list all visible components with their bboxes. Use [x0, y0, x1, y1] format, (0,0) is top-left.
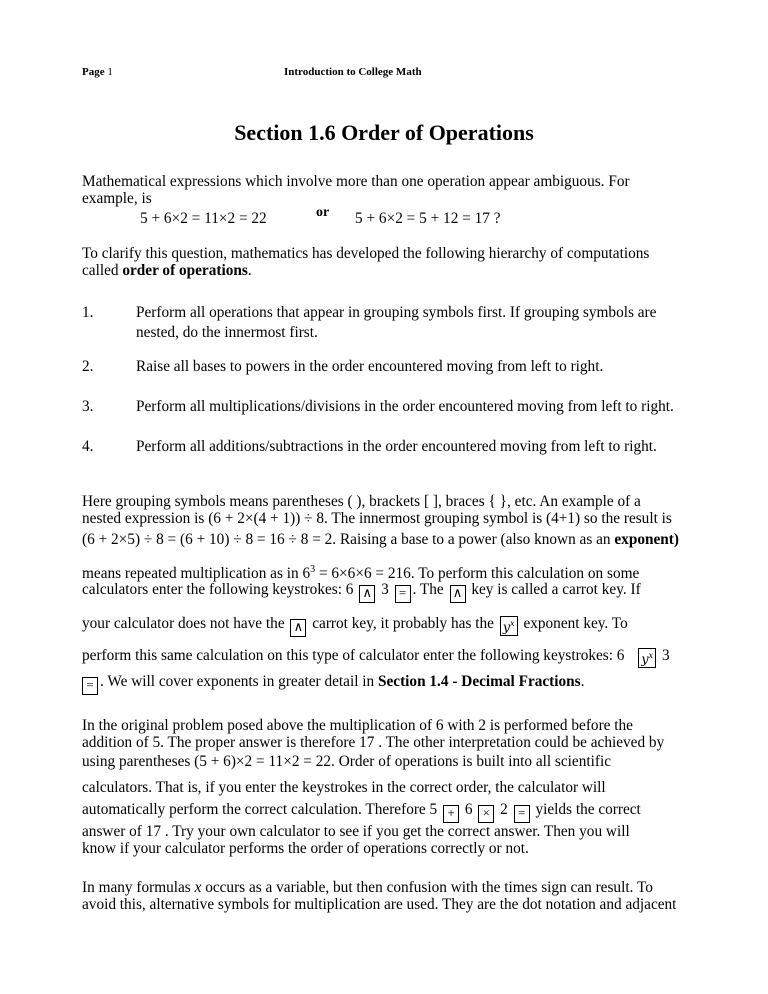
clarify-line-1: To clarify this question, mathematics has developed the following hierarchy of computations	[82, 245, 650, 262]
power-base: 6	[302, 565, 311, 583]
step-1-number: 1.	[82, 304, 94, 321]
times-key-icon: ×	[478, 805, 494, 823]
para1-line-8	[82, 672, 584, 695]
para1-line-5	[82, 580, 641, 603]
para1-line-2	[82, 509, 672, 529]
para2-l5-six: 6	[461, 801, 477, 818]
para2-line-5	[82, 800, 641, 823]
para2-l3a: using parentheses	[82, 753, 195, 770]
course-title: Introduction to College Math	[284, 66, 422, 78]
para1-l8b: .	[580, 673, 585, 690]
clarify-line-2	[82, 261, 252, 281]
para1-line-6	[82, 614, 628, 637]
para2-l5a: automatically perform the correct calculation. Therefore 5	[82, 801, 442, 818]
para2-line-6: answer of 17 . Try your own calculator to see if you get the correct answer. Then you will	[82, 823, 630, 840]
parentheses-expression: (5 + 6)×2 = 11×2 = 22	[194, 753, 332, 770]
variable-x: x	[194, 879, 202, 896]
para2-line-2: addition of 5. The proper answer is therefore 17 . The other interpretation could be achieved by	[82, 734, 665, 751]
section-title: Section 1.6 Order of Operations	[234, 120, 534, 145]
para1-l3b: . Raising a base to a power (also known as an	[332, 531, 615, 548]
para1-line-1: Here grouping symbols means parentheses ( ), brackets [ ], braces { }, etc. An example of a	[82, 493, 641, 510]
order-of-operations-term: order of operations	[122, 262, 248, 279]
para1-l2b: . The innermost grouping symbol is (4+1) so the result is	[324, 510, 672, 527]
power-exponent: 3	[310, 564, 316, 575]
equals-key-icon-2: =	[82, 677, 98, 695]
intro-line-1: Mathematical expressions which involve more than one operation appear ambiguous. For	[82, 173, 630, 190]
exponent-key-icon-2	[638, 648, 656, 668]
para1-l8a: . We will cover exponents in greater detail in	[100, 673, 378, 690]
para1-l4b: . To perform this calculation on some	[410, 565, 640, 583]
yx-exp-2: x	[648, 650, 654, 660]
para2-line-7: know if your calculator performs the order of operations correctly or not.	[82, 840, 529, 857]
para1-l7-three: 3	[658, 647, 670, 664]
caret-key-icon-3: ∧	[290, 619, 306, 637]
para1-line-3	[82, 530, 679, 550]
para3-l1b: occurs as a variable, but then confusion with the times sign can result. To	[201, 879, 653, 896]
section-reference: Section 1.4 - Decimal Fractions	[378, 673, 581, 690]
page-label-text: Page	[82, 66, 108, 78]
page-number: 1	[107, 66, 113, 78]
yx-exp: x	[510, 618, 515, 628]
para2-l5-two: 2	[496, 801, 512, 818]
yx-base-2: y	[641, 652, 649, 667]
para1-l7a: perform this same calculation on this type of calculator enter the following keystrokes: 6	[82, 647, 629, 664]
or-word: or	[316, 205, 330, 220]
intro-line-2: example, is	[82, 190, 152, 207]
clarify-pre: called	[82, 262, 123, 279]
page-label	[82, 66, 113, 78]
step-3-text: Perform all multiplications/divisions in the order encountered moving from left to right.	[136, 398, 674, 415]
para1-l6c: exponent key. To	[519, 615, 628, 632]
equals-key-icon: =	[395, 585, 411, 603]
para1-l4a: means repeated multiplication as in	[82, 565, 303, 583]
para1-l5b: . The	[412, 581, 448, 598]
exponent-term: exponent)	[614, 531, 679, 548]
para3-l1a: In many formulas	[82, 879, 195, 896]
nested-result-expression: (6 + 2×5) ÷ 8 = (6 + 10) ÷ 8 = 16 ÷ 8 = 2	[82, 531, 333, 548]
equals-key-icon-3: =	[514, 805, 530, 823]
nested-expression: (6 + 2×(4 + 1)) ÷ 8	[208, 510, 325, 527]
step-2-text: Raise all bases to powers in the order encountered moving from left to right.	[136, 358, 604, 375]
para2-line-4: calculators. That is, if you enter the keystrokes in the correct order, the calculator will	[82, 779, 606, 796]
caret-key-icon: ∧	[359, 585, 375, 603]
para3-line-2: avoid this, alternative symbols for multiplication are used. They are the dot notation and adjacent	[82, 896, 677, 913]
para1-l5a: calculators enter the following keystrokes: 6	[82, 581, 358, 598]
para2-line-3	[82, 752, 611, 772]
power-expression: = 6×6×6 = 216	[315, 565, 411, 583]
para1-line-7	[82, 646, 670, 668]
yx-base: y	[502, 620, 511, 635]
clarify-post: .	[247, 262, 252, 279]
para1-l6b: carrot key, it probably has the	[308, 615, 498, 632]
step-1-text: Perform all operations that appear in grouping symbols first. If grouping symbols are nested, do the innermost first.	[136, 304, 657, 341]
para2-l5b: yields the correct	[531, 801, 641, 818]
caret-key-icon-2: ∧	[450, 585, 466, 603]
para2-l3b: . Order of operations is built into all scientific	[331, 753, 611, 770]
expression-a: 5 + 6×2 = 11×2 = 22	[140, 210, 267, 227]
para1-l5c: key is called a carrot key. If	[467, 581, 641, 598]
step-4-text: Perform all additions/subtractions in the order encountered moving from left to right.	[136, 438, 657, 455]
expression-b: 5 + 6×2 = 5 + 12 = 17 ?	[355, 210, 501, 227]
para1-l2a: nested expression is	[82, 510, 209, 527]
exponent-key-icon	[500, 616, 518, 636]
para1-l5-three: 3	[377, 581, 393, 598]
para1-l6a: your calculator does not have the	[82, 615, 289, 632]
step-3-number: 3.	[82, 398, 94, 415]
plus-key-icon: +	[443, 805, 459, 823]
step-4-number: 4.	[82, 438, 94, 455]
para2-line-1: In the original problem posed above the multiplication of 6 with 2 is performed before the	[82, 717, 633, 734]
step-2-number: 2.	[82, 358, 94, 375]
